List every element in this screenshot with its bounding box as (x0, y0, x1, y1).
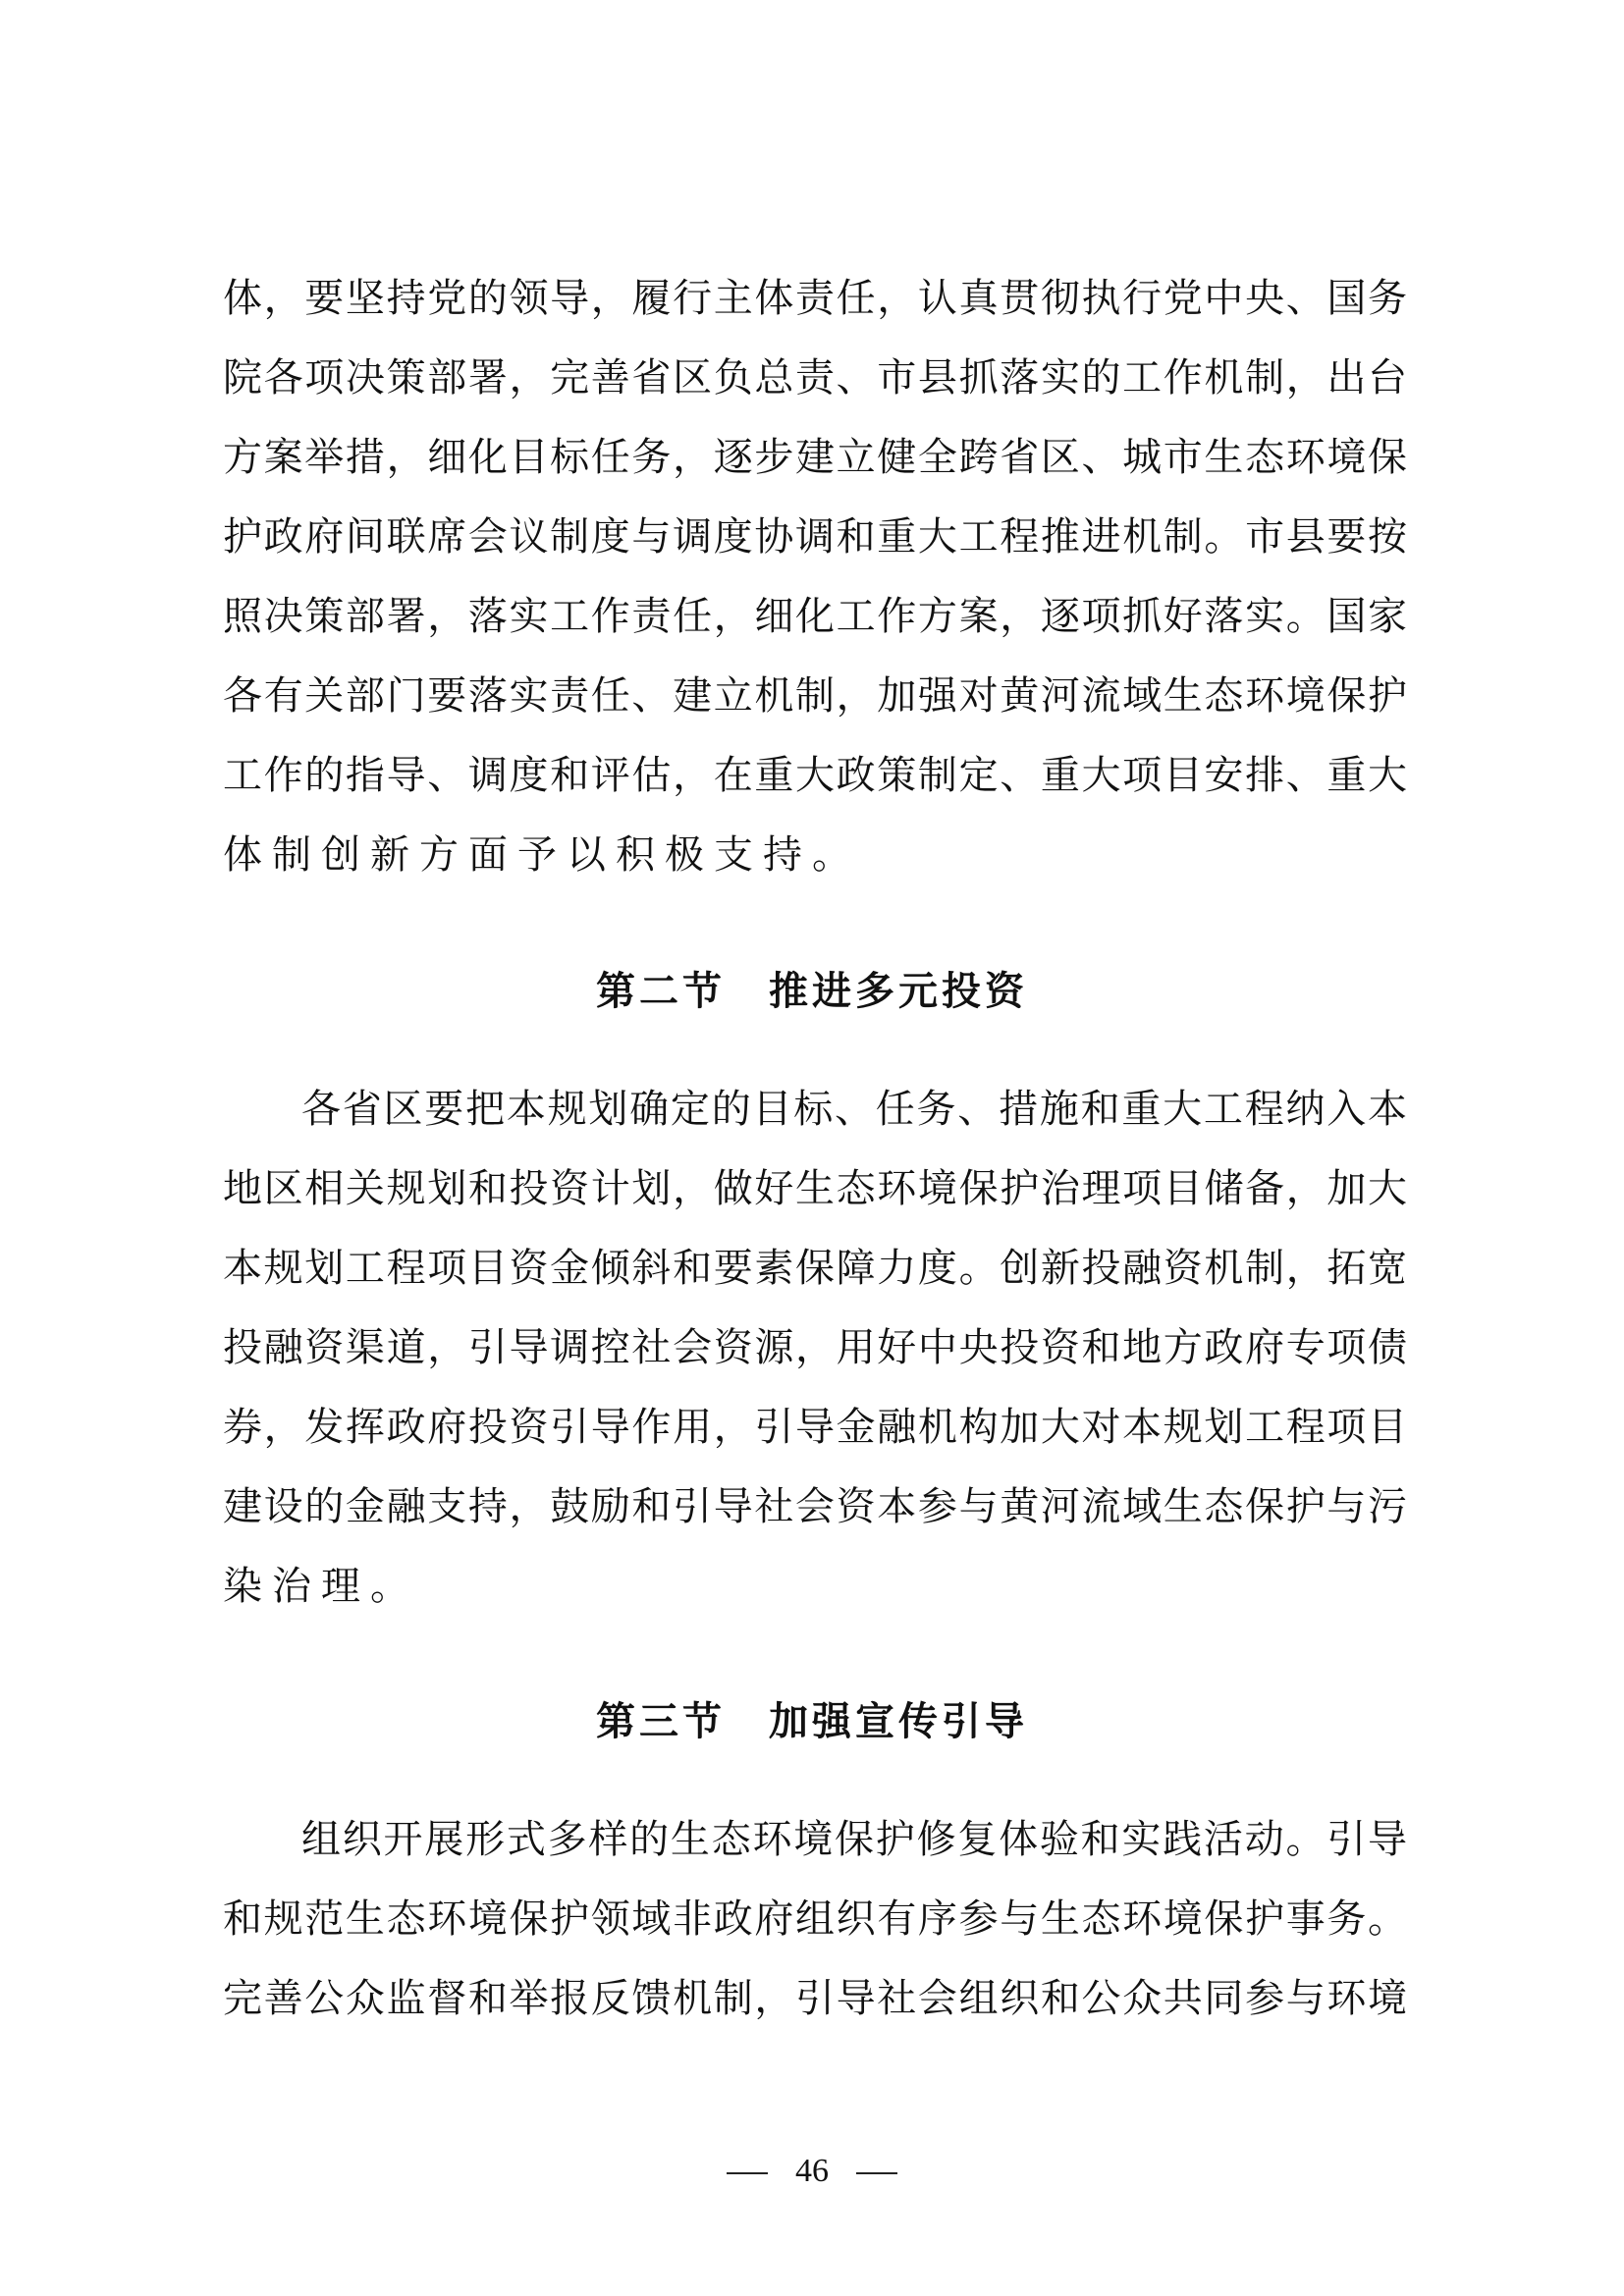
paragraph-line: 工作的指导、调度和评估，在重大政策制定、重大项目安排、重大 (223, 753, 1407, 798)
paragraph-line: 地区相关规划和投资计划，做好生态环境保护治理项目储备，加大 (223, 1166, 1407, 1211)
right-dash-decoration (856, 2172, 897, 2174)
page-number: 46 (795, 2153, 829, 2189)
section-heading: 第三节 加强宣传引导 (596, 1699, 1028, 1744)
paragraph-line: 券，发挥政府投资引导作用，引导金融机构加大对本规划工程项目 (223, 1405, 1407, 1450)
paragraph-line: 护政府间联席会议制度与调度协调和重大工程推进机制。市县要按 (223, 514, 1407, 560)
paragraph-line: 建设的金融支持，鼓励和引导社会资本参与黄河流域生态保护与污 (223, 1484, 1407, 1529)
paragraph-line: 投融资渠道，引导调控社会资源，用好中央投资和地方政府专项债 (223, 1325, 1407, 1370)
section-heading: 第二节 推进多元投资 (596, 969, 1028, 1014)
paragraph-line: 各有关部门要落实责任、建立机制，加强对黄河流域生态环境保护 (223, 673, 1407, 719)
paragraph-line: 体，要坚持党的领导，履行主体责任，认真贯彻执行党中央、国务 (223, 276, 1407, 321)
paragraph-line: 本规划工程项目资金倾斜和要素保障力度。创新投融资机制，拓宽 (223, 1246, 1407, 1291)
left-dash-decoration (727, 2172, 768, 2174)
paragraph-line: 照决策部署，落实工作责任，细化工作方案，逐项抓好落实。国家 (223, 594, 1407, 639)
paragraph-line: 体制创新方面予以积极支持。 (223, 832, 861, 878)
paragraph-line: 组织开展形式多样的生态环境保护修复体验和实践活动。引导 (301, 1817, 1407, 1862)
paragraph-line: 染治理。 (223, 1564, 419, 1609)
paragraph-line: 各省区要把本规划确定的目标、任务、措施和重大工程纳入本 (301, 1087, 1407, 1132)
paragraph-line: 院各项决策部署，完善省区负总责、市县抓落实的工作机制，出台 (223, 355, 1407, 400)
paragraph-line: 方案举措，细化目标任务，逐步建立健全跨省区、城市生态环境保 (223, 435, 1407, 480)
paragraph-line: 和规范生态环境保护领域非政府组织有序参与生态环境保护事务。 (223, 1896, 1407, 1942)
page-footer (0, 2152, 1624, 2191)
paragraph-line: 完善公众监督和举报反馈机制，引导社会组织和公众共同参与环境 (223, 1976, 1407, 2021)
